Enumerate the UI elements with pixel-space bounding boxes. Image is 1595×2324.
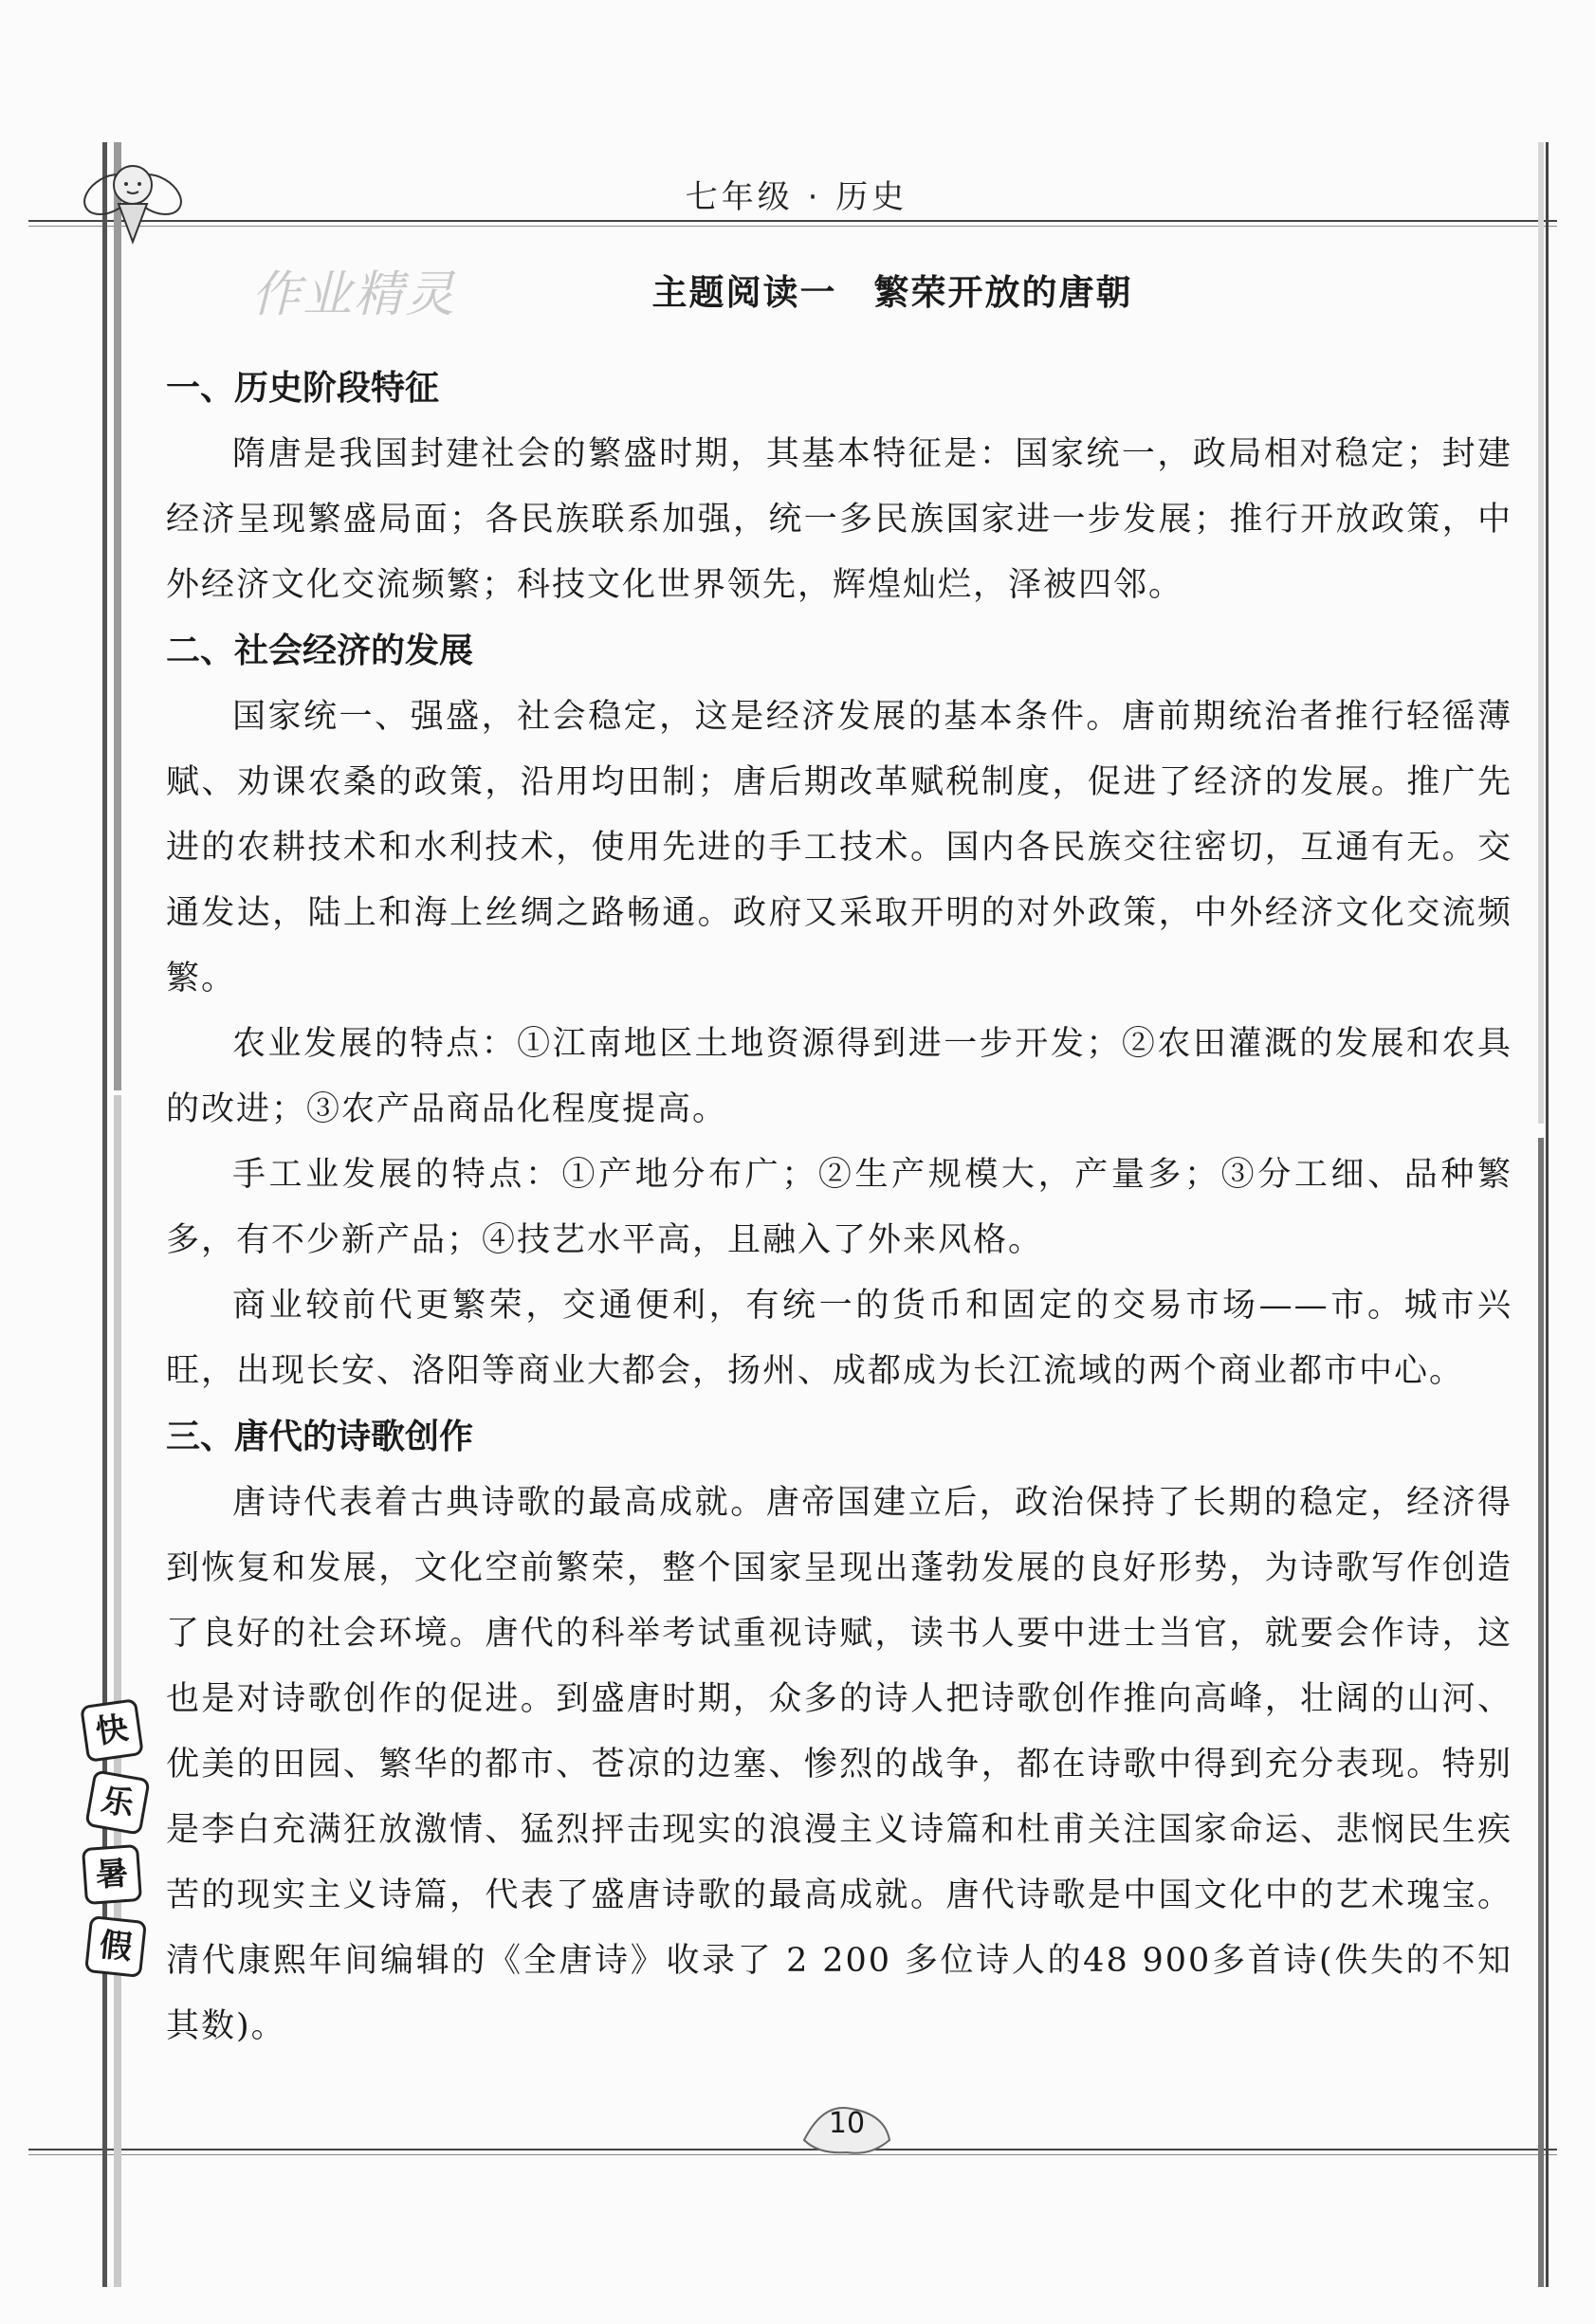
page-header: 七年级 · 历史 bbox=[685, 178, 908, 216]
frame-top-rule bbox=[28, 220, 1557, 222]
frame-bottom-rule bbox=[28, 2149, 1557, 2150]
paragraph: 国家统一、强盛，社会稳定，这是经济发展的基本条件。唐前期统治者推行轻徭薄赋、劝课农桑的政策，沿用均田制；唐后期改革赋税制度，促进了经济的发展。推广先进的农耕技术和水利技术，使用先进的手工技术。国内各民族交往密切，互通有无。交通发达，陆上和海上丝绸之路畅通。政府又采取开明的对外政策，中外经济文化交流频繁。 bbox=[166, 698, 1512, 997]
side-badges bbox=[83, 1702, 142, 1990]
watermark: 作业精灵 bbox=[251, 266, 457, 323]
paragraph: 唐诗代表着古典诗歌的最高成就。唐帝国建立后，政治保持了长期的稳定，经济得到恢复和发展，文化空前繁荣，整个国家呈现出蓬勃发展的良好形势，为诗歌写作创造了良好的社会环境。唐代的科举考试重视诗赋，读书人要中进士当官，就要会作诗，这也是对诗歌创作的促进。到盛唐时期，众多的诗人把诗歌创作推向高峰，壮阔的山河、优美的田园、繁华的都市、苍凉的边塞、惨烈的战争，都在诗歌中得到充分表现。特别是李白充满狂放激情、猛烈抨击现实的浪漫主义诗篇和杜甫关注国家命运、悲悯民生疾苦的现实主义诗篇，代表了盛唐诗歌的最高成就。唐代诗歌是中国文化中的艺术瑰宝。清代康熙年间编辑的《全唐诗》收录了 2 200 多位诗人的48 900多首诗(佚失的不知其数)。 bbox=[166, 1484, 1512, 2045]
fairy-mascot-icon bbox=[66, 142, 190, 256]
right-margin-band-dark bbox=[1538, 1138, 1544, 2287]
side-badge: 暑 bbox=[82, 1844, 142, 1905]
side-badge: 快 bbox=[80, 1698, 144, 1763]
section-heading: 二、社会经济的发展 bbox=[166, 631, 474, 670]
page-title: 主题阅读一 繁荣开放的唐朝 bbox=[651, 272, 1133, 313]
section-heading: 三、唐代的诗歌创作 bbox=[166, 1418, 474, 1456]
paragraph: 手工业发展的特点：①产地分布广；②生产规模大，产量多；③分工细、品种繁多，有不少新产品；④技艺水平高，且融入了外来风格。 bbox=[166, 1156, 1512, 1259]
page-number-ornament bbox=[795, 2097, 899, 2164]
side-badge: 乐 bbox=[84, 1769, 151, 1836]
article-body bbox=[166, 356, 1512, 2059]
frame-bottom-rule-thin bbox=[28, 2154, 1557, 2155]
page-number: 10 bbox=[828, 2107, 866, 2140]
left-margin-band-light bbox=[114, 1095, 121, 2287]
right-margin-bar bbox=[1546, 142, 1549, 2287]
section-heading: 一、历史阶段特征 bbox=[166, 369, 440, 408]
paragraph: 农业发展的特点：①江南地区土地资源得到进一步开发；②农田灌溉的发展和农具的改进；③农产品商品化程度提高。 bbox=[166, 1025, 1512, 1128]
frame-top-rule-thin bbox=[28, 226, 1557, 227]
paragraph: 隋唐是我国封建社会的繁盛时期，其基本特征是：国家统一，政局相对稳定；封建经济呈现繁盛局面；各民族联系加强，统一多民族国家进一步发展；推行开放政策，中外经济文化交流频繁；科技文化世界领先，辉煌灿烂，泽被四邻。 bbox=[166, 435, 1512, 604]
side-badge: 假 bbox=[84, 1915, 147, 1978]
paragraph: 商业较前代更繁荣，交通便利，有统一的货币和固定的交易市场——市。城市兴旺，出现长安、洛阳等商业大都会，扬州、成都成为长江流域的两个商业都市中心。 bbox=[166, 1287, 1512, 1390]
